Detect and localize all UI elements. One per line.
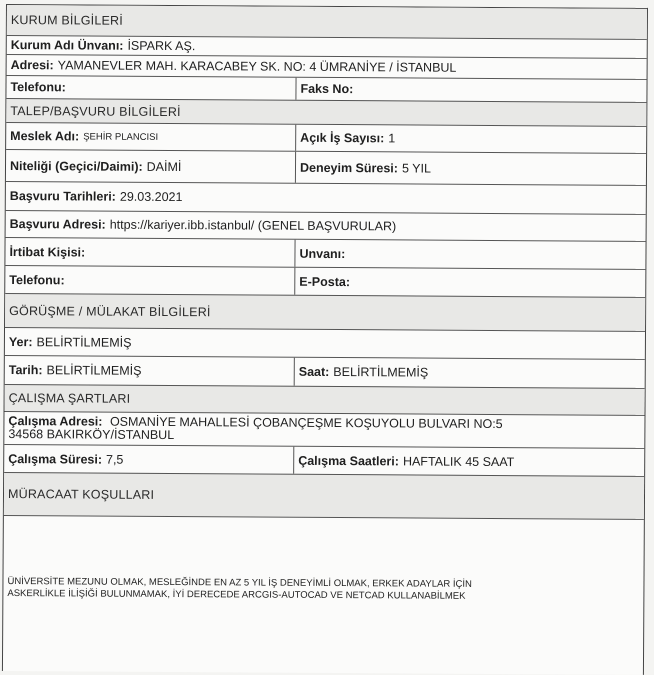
row-yer <box>5 327 645 359</box>
section-title: ÇALIŞMA ŞARTLARI <box>8 391 131 406</box>
row-muracaat-kosullari <box>3 515 644 675</box>
field-label: Çalışma Süresi: <box>8 451 103 467</box>
field-value: 1 <box>388 131 396 146</box>
field-label: Başvuru Adresi: <box>9 217 106 232</box>
field-value: https://kariyer.ibb.istanbul/ (GENEL BAŞVURULAR) <box>109 217 397 234</box>
section-header-gorusme <box>5 293 645 331</box>
field-value: OSMANİYE MAHALLESİ ÇOBANÇEŞME KOŞUYOLU BULVARI NO:5 <box>109 414 503 432</box>
field-label: Niteliği (Geçici/Daimi): <box>9 158 143 174</box>
field-value: İSPARK AŞ. <box>127 38 196 54</box>
field-value: 7,5 <box>105 452 124 467</box>
field-value: BELİRTİLMEMİŞ <box>36 334 132 350</box>
field-value: BELİRTİLMEMİŞ <box>333 365 429 380</box>
row-calisma-adresi <box>4 411 644 448</box>
field-label: Unvanı: <box>299 246 346 261</box>
field-value: ŞEHİR PLANCISI <box>83 130 159 143</box>
section-title: GÖRÜŞME / MÜLAKAT BİLGİLERİ <box>9 303 211 319</box>
field-value-line2: 34568 BAKIRKÖY/İSTANBUL <box>8 427 175 443</box>
field-label: Telefonu: <box>10 80 66 95</box>
field-label: Açık İş Sayısı: <box>300 130 385 146</box>
section-title: KURUM BİLGİLERİ <box>10 13 124 28</box>
row-basvuru-tarihi <box>6 181 646 214</box>
field-value: BELİRTİLMEMİŞ <box>46 363 142 378</box>
field-label: Kurum Adı Ünvanı: <box>10 38 124 53</box>
row-nitelik <box>6 149 646 185</box>
field-label: Telefonu: <box>9 272 65 287</box>
field-label: Çalışma Saatleri: <box>298 453 400 468</box>
field-label: Tarih: <box>8 363 43 378</box>
row-calisma-sure <box>4 444 644 476</box>
field-label: Faks No: <box>300 81 354 97</box>
field-value: YAMANEVLER MAH. KARACABEY SK. NO: 4 ÜMRANİYE / İSTANBUL <box>57 58 457 75</box>
row-basvuru-adresi <box>6 210 646 241</box>
field-label: Adresi: <box>10 58 54 73</box>
field-label: Çalışma Adresi: <box>8 414 103 429</box>
field-label: E-Posta: <box>299 274 351 289</box>
field-label: Başvuru Tarihleri: <box>9 189 116 204</box>
field-label: Yer: <box>8 334 33 349</box>
section-title: MÜRACAAT KOŞULLARI <box>7 487 155 502</box>
row-tarih-saat <box>5 355 645 388</box>
field-value: 5 YIL <box>401 160 431 176</box>
field-label: Meslek Adı: <box>10 129 80 144</box>
section-header-calisma <box>5 384 645 415</box>
row-meslek <box>6 122 646 153</box>
requirements-line: ÜNİVERSİTE MEZUNU OLMAK, MESLEĞİNDE EN AZ 5 YIL İŞ DENEYİMLİ OLMAK, ERKEK ADAYLAR İÇİN <box>7 576 472 590</box>
job-posting-form <box>2 4 648 675</box>
field-value: 29.03.2021 <box>119 189 183 205</box>
section-title: TALEP/BAŞVURU BİLGİLERİ <box>10 103 181 119</box>
field-label: İrtibat Kişisi: <box>9 244 86 259</box>
field-label: Deneyim Süresi: <box>299 160 399 175</box>
section-header-muracaat <box>4 472 644 519</box>
field-value: DAİMİ <box>146 159 182 174</box>
row-irtibat <box>5 237 645 269</box>
field-value: HAFTALIK 45 SAAT <box>402 453 515 469</box>
requirements-line: ASKERLİKLE İLİŞİĞİ BULUNMAMAK, İYİ DERECEDE ARCGIS-AUTOCAD VE NETCAD KULLANABİLMEK <box>7 588 466 602</box>
row-talep-telefon <box>5 265 645 297</box>
section-header-kurum <box>7 5 647 39</box>
field-label: Saat: <box>298 364 330 379</box>
